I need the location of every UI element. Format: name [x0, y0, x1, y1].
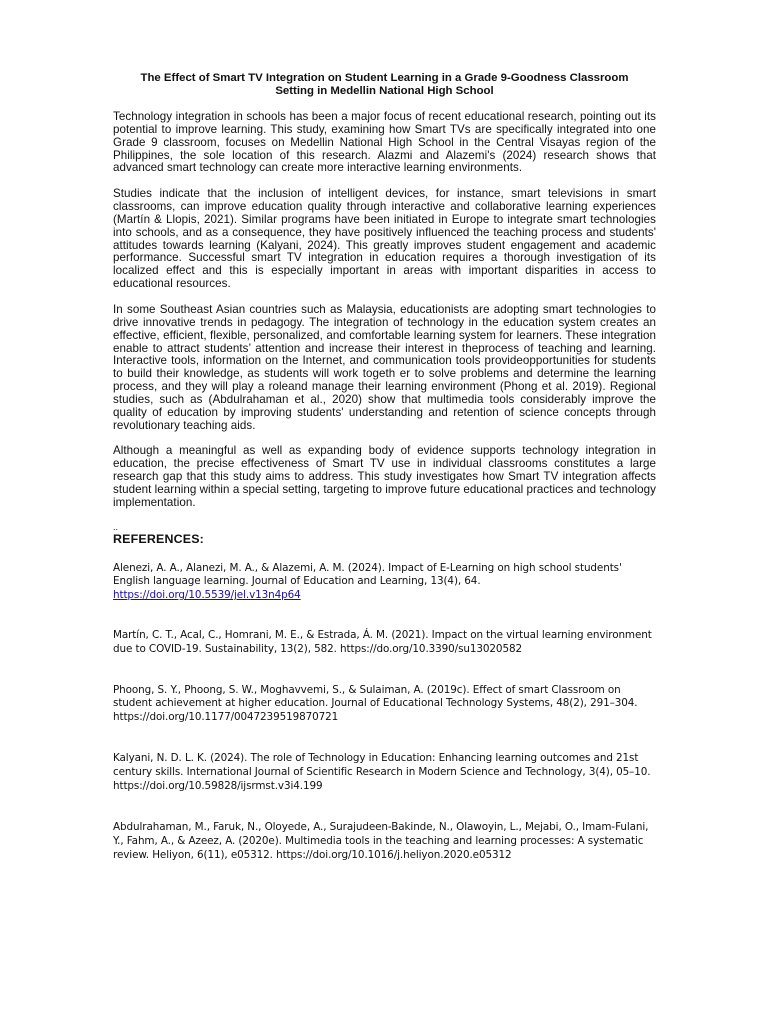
reference-doi-link[interactable]: https://doi.org/10.5539/jel.v13n4p64	[113, 589, 301, 602]
references-heading: REFERENCES:	[113, 531, 205, 546]
reference-item: Phoong, S. Y., Phoong, S. W., Moghavvemi, S., & Sulaiman, A. (2019c). Effect of smart Classroom on student achievement at higher education. Journal of Educational Technology Systems, 48(2), 291–304. https://doi.org/10.1177/0047239519870721	[113, 683, 638, 724]
research-gap-paragraph: Although a meaningful as well as expanding body of evidence supports technology integration in education, the precise effectiveness of Smart TV use in individual classrooms constitutes a large research gap that this study aims to address. This study investigates how Smart TV integration affects student learning within a special setting, targeting to improve future educational practices and technology implementation.	[113, 444, 656, 509]
separator-dots: ..	[113, 521, 119, 532]
reference-item	[113, 562, 656, 603]
reference-item: Martín, C. T., Acal, C., Homrani, M. E., & Estrada, Á. M. (2021). Impact on the virtual learning environment due to COVID-19. Sustainability, 13(2), 582. https://do.org/10.3390/su13020582	[113, 629, 652, 655]
document-page	[113, 72, 656, 863]
southeast-asia-paragraph: In some Southeast Asian countries such as Malaysia, educationists are adopting smart technologies to drive innovative trends in pedagogy. The integration of technology in the education system creates an effective, efficient, flexible, personalized, and comfortable learning system for learners. These integration enable to attract students’ attention and increase their interest in theprocess of teaching and learning. Interactive tools, information on the Internet, and communication tools provideopportunities for students to build their knowledge, as students will work togeth er to solve problems and determine the learning process, and they will play a roleand manage their learning environment (Phong et al. 2019). Regional studies, such as (Abdulrahaman et al., 2020) show that multimedia tools considerably improve the quality of education by improving students' understanding and retention of science concepts through revolutionary teaching aids.	[113, 302, 656, 432]
reference-text: Alenezi, A. A., Alanezi, M. A., & Alazemi, A. M. (2024). Impact of E-Learning on high school students' English language learning. Journal of Education and Learning, 13(4), 64.	[113, 561, 622, 588]
intro-paragraph: Technology integration in schools has been a major focus of recent educational research, pointing out its potential to improve learning. This study, examining how Smart TVs are specifically integrated into one Grade 9 classroom, focuses on Medellin National High School in the Central Visayas region of the Philippines, the sole location of this research. Alazmi and Alazemi's (2024) research shows that advanced smart technology can create more interactive learning environments.	[113, 110, 656, 175]
reference-item: Kalyani, N. D. L. K. (2024). The role of Technology in Education: Enhancing learning outcomes and 21st century skills. International Journal of Scientific Research in Modern Science and Technology, 3(4), 05–10. https://doi.org/10.59828/ijsrmst.v3i4.199	[113, 752, 651, 792]
document-title: The Effect of Smart TV Integration on Student Learning in a Grade 9-Goodness Classroom Setting in Medellin National High School	[140, 72, 629, 97]
reference-item: Abdulrahaman, M., Faruk, N., Oloyede, A., Surajudeen-Bakinde, N., Olawoyin, L., Mejabi, O., Imam-Fulani, Y., Fahm, A., & Azeez, A. (2020e). Multimedia tools in the teaching and learning processes: A systematic review. Heliyon, 6(11), e05312. https://doi.org/10.1016/j.heliyon.2020.e05312	[113, 821, 649, 861]
studies-paragraph: Studies indicate that the inclusion of intelligent devices, for instance, smart televisions in smart classrooms, can improve education quality through interactive and collaborative learning experiences (Martín & Llopis, 2021). Similar programs have been initiated in Europe to integrate smart technologies into schools, and as a consequence, they have positively influenced the teaching process and students' attitudes towards learning (Kalyani, 2024). This greatly improves student engagement and academic performance. Successful smart TV integration in education requires a thorough investigation of its localized effect and this is especially important in areas with important disparities in access to educational resources.	[113, 187, 656, 291]
